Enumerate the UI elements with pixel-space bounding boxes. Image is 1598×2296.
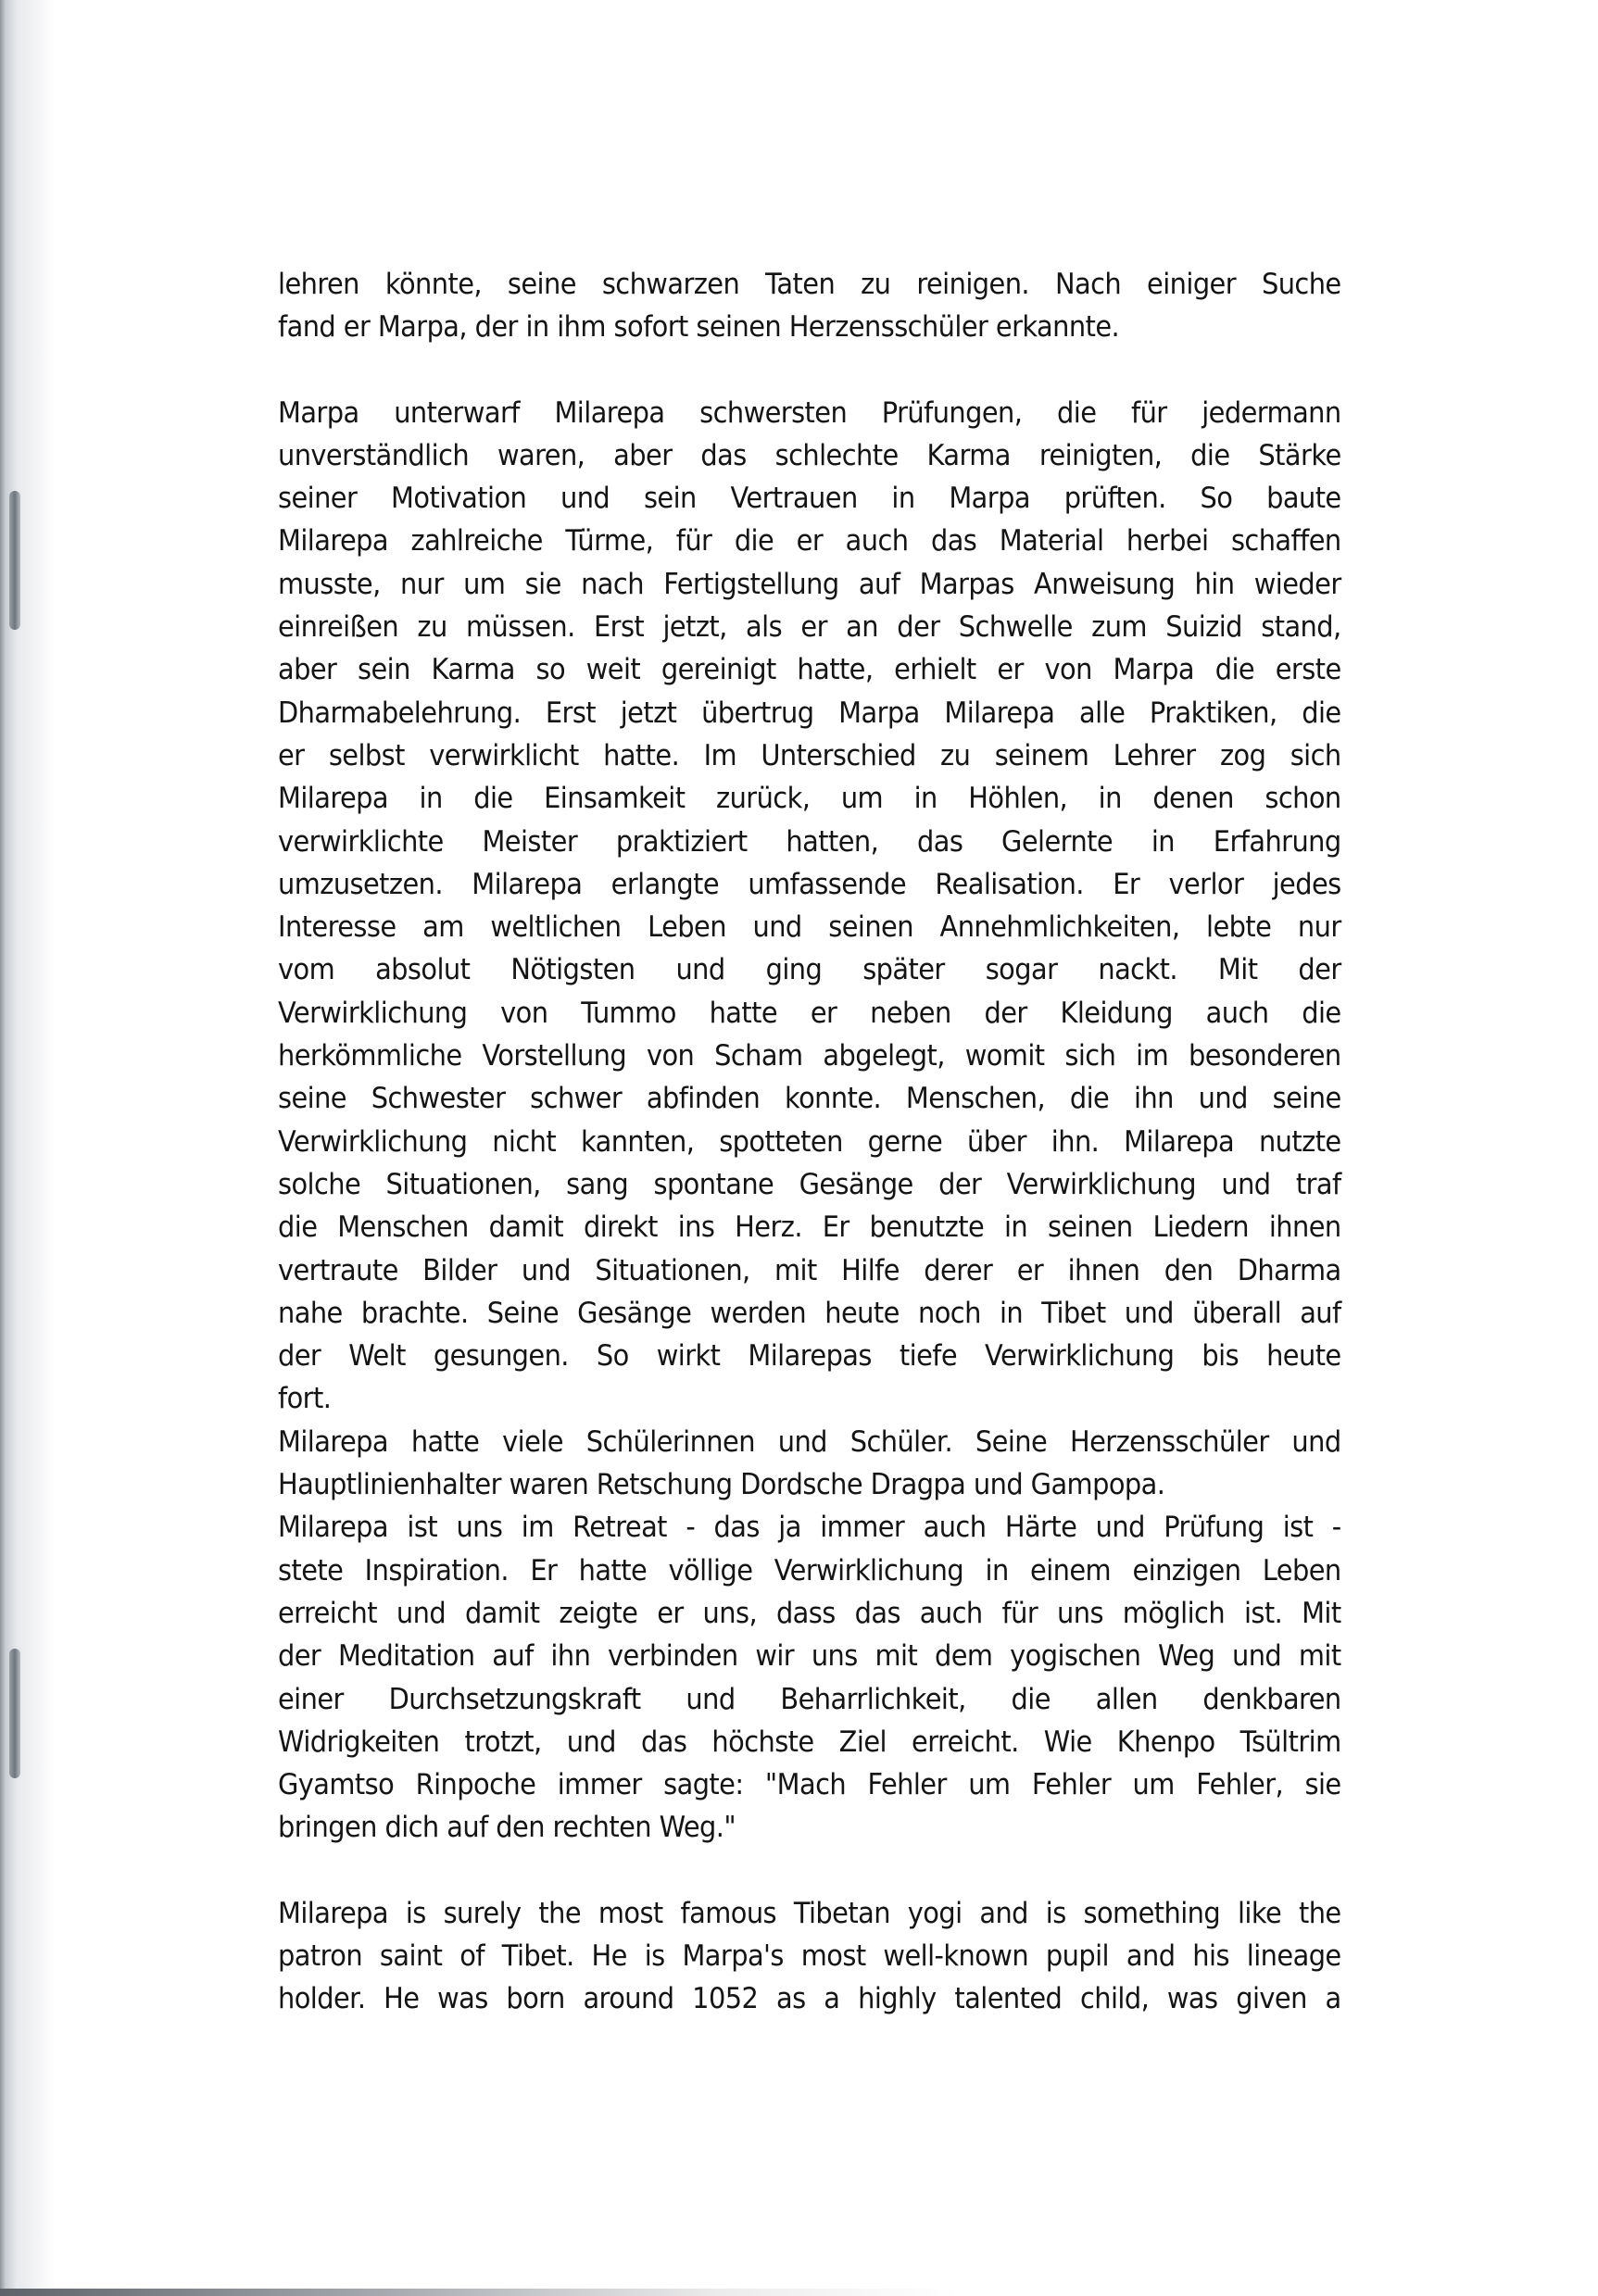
paragraph-trials bbox=[278, 392, 1341, 1421]
text-line: die Menschen damit direkt ins Herz. Er benutzte in seinen Liedern ihnen bbox=[278, 1211, 1341, 1245]
text-line: Interesse am weltlichen Leben und seinen Annehmlichkeiten, lebte nur bbox=[278, 910, 1341, 945]
text-line: Milarepa in die Einsamkeit zurück, um in Höhlen, in denen schon bbox=[278, 782, 1341, 816]
text-line: Milarepa ist uns im Retreat - das ja immer auch Härte und Prüfung ist - bbox=[278, 1511, 1341, 1545]
text-line: Dharmabelehrung. Erst jetzt übertrug Marpa Milarepa alle Praktiken, die bbox=[278, 696, 1341, 730]
text-line: Verwirklichung von Tummo hatte er neben der Kleidung auch die bbox=[278, 996, 1341, 1030]
text-line: vertraute Bilder und Situationen, mit Hilfe derer er ihnen den Dharma bbox=[278, 1253, 1341, 1287]
text-line: verwirklichte Meister praktiziert hatten, das Gelernte in Erfahrung bbox=[278, 824, 1341, 859]
text-line: seiner Motivation und sein Vertrauen in Marpa prüften. So baute bbox=[278, 482, 1341, 516]
paragraph-english-intro bbox=[278, 1892, 1341, 2021]
text-line: lehren könnte, seine schwarzen Taten zu reinigen. Nach einiger Suche bbox=[278, 268, 1341, 301]
text-line: Hauptlinienhalter waren Retschung Dordsche Dragpa und Gampopa. bbox=[278, 1468, 1165, 1502]
text-line: solche Situationen, sang spontane Gesänge der Verwirklichung und traf bbox=[278, 1167, 1341, 1201]
text-line: holder. He was born around 1052 as a highly talented child, was given a bbox=[278, 1982, 1341, 2016]
text-line: umzusetzen. Milarepa erlangte umfassende Realisation. Er verlor jedes bbox=[278, 867, 1341, 901]
text-line: der Meditation auf ihn verbinden wir uns mit dem yogischen Weg und mit bbox=[278, 1639, 1341, 1674]
text-line: Gyamtso Rinpoche immer sagte: "Mach Fehler um Fehler um Fehler, sie bbox=[278, 1768, 1341, 1802]
text-line: patron saint of Tibet. He is Marpa's most well-known pupil and his lineage bbox=[278, 1938, 1341, 1973]
text-line: herkömmliche Vorstellung von Scham abgelegt, womit sich im besonderen bbox=[278, 1039, 1341, 1073]
text-line: einer Durchsetzungskraft und Beharrlichkeit, die allen denkbaren bbox=[278, 1682, 1341, 1716]
text-line: nahe brachte. Seine Gesänge werden heute noch in Tibet und überall auf bbox=[278, 1296, 1341, 1330]
text-line: fand er Marpa, der in ihm sofort seinen Herzensschüler erkannte. bbox=[278, 310, 1120, 345]
scan-edge-shadow-bottom bbox=[0, 2289, 1598, 2296]
text-line: Milarepa zahlreiche Türme, für die er auch das Material herbei schaffen bbox=[278, 524, 1341, 558]
text-line: Widrigkeiten trotzt, und das höchste Ziel erreicht. Wie Khenpo Tsültrim bbox=[278, 1725, 1341, 1759]
text-line: Milarepa is surely the most famous Tibetan yogi and is something like the bbox=[278, 1896, 1341, 1930]
document-page bbox=[278, 263, 1341, 2021]
text-line: er selbst verwirklicht hatte. Im Unterschied zu seinem Lehrer zog sich bbox=[278, 738, 1341, 772]
text-line: Marpa unterwarf Milarepa schwersten Prüfungen, die für jedermann bbox=[278, 395, 1341, 430]
text-line: der Welt gesungen. So wirkt Milarepas tiefe Verwirklichung bis heute bbox=[278, 1339, 1341, 1374]
scan-edge-shadow-left bbox=[0, 0, 56, 2296]
text-line: Verwirklichung nicht kannten, spotteten gerne über ihn. Milarepa nutzte bbox=[278, 1124, 1341, 1159]
text-line: vom absolut Nötigsten und ging später sogar nackt. Mit der bbox=[278, 953, 1341, 987]
text-line: Milarepa hatte viele Schülerinnen und Schüler. Seine Herzensschüler und bbox=[278, 1424, 1341, 1459]
text-line: einreißen zu müssen. Erst jetzt, als er an der Schwelle zum Suizid stand, bbox=[278, 610, 1341, 645]
text-line: erreicht und damit zeigte er uns, dass das auch für uns möglich ist. Mit bbox=[278, 1596, 1341, 1630]
text-body bbox=[278, 263, 1341, 2021]
text-line: fort. bbox=[278, 1382, 332, 1416]
binder-clip-mark bbox=[9, 491, 20, 630]
text-line: bringen dich auf den rechten Weg." bbox=[278, 1811, 736, 1845]
text-line: aber sein Karma so weit gereinigt hatte, erhielt er von Marpa die erste bbox=[278, 653, 1341, 687]
paragraph-disciples bbox=[278, 1421, 1341, 1507]
text-line: musste, nur um sie nach Fertigstellung auf Marpas Anweisung hin wieder bbox=[278, 567, 1341, 601]
text-line: seine Schwester schwer abfinden konnte. Menschen, die ihn und seine bbox=[278, 1082, 1341, 1116]
paragraph-retreat-inspiration bbox=[278, 1506, 1341, 1849]
text-line: stete Inspiration. Er hatte völlige Verwirklichung in einem einzigen Leben bbox=[278, 1553, 1341, 1587]
text-line: unverständlich waren, aber das schlechte Karma reinigten, die Stärke bbox=[278, 438, 1341, 472]
binder-clip-mark bbox=[9, 1649, 20, 1778]
paragraph-marpa-search bbox=[278, 263, 1341, 349]
